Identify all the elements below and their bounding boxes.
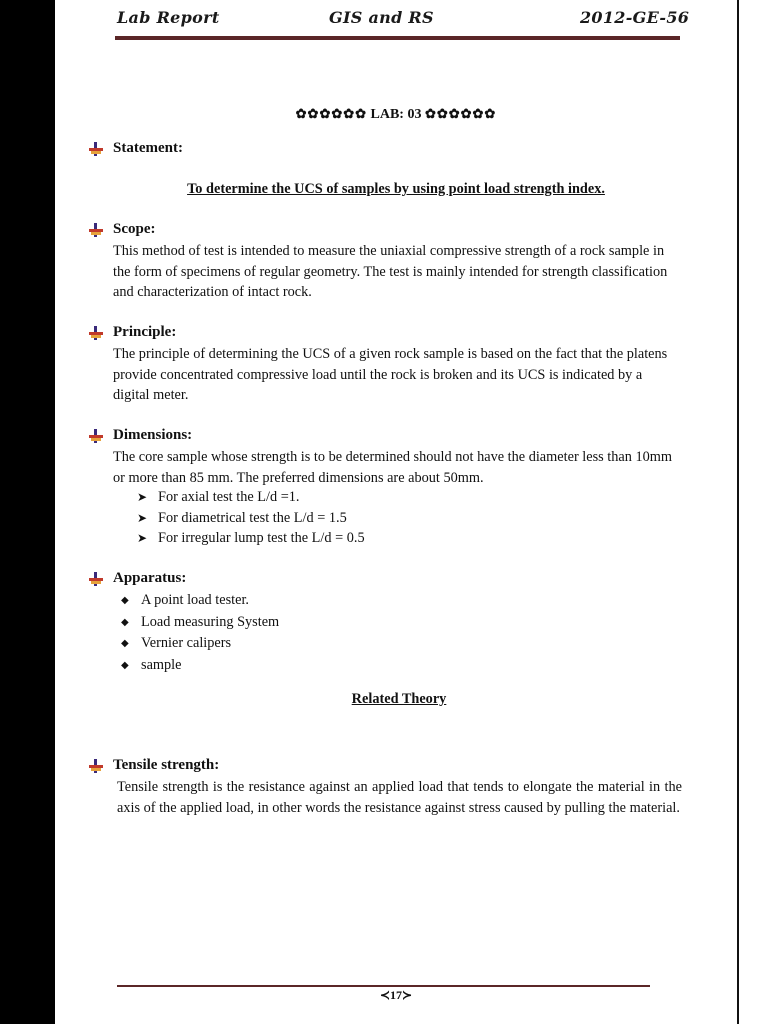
- cross-bullet-icon: [89, 223, 103, 237]
- header-center: GIS and RS: [329, 8, 434, 27]
- arrow-bullet-icon: ➤: [137, 510, 148, 525]
- page-number: ≺17≻: [379, 988, 413, 1002]
- tensile-heading: [89, 757, 219, 774]
- tensile-heading-label: Tensile strength:: [113, 757, 220, 773]
- list-item: ➤ For irregular lump test the L/d = 0.5: [137, 528, 365, 549]
- arrow-bullet-icon: ➤: [137, 490, 148, 504]
- page-edge: [737, 0, 768, 1024]
- principle-heading: [89, 324, 176, 341]
- scope-heading: [89, 221, 156, 238]
- dimensions-text: The core sample whose strength is to be determined should not have the diameter less than 10mm or more than 85 mm. The preferred dimensions are about 50mm.: [113, 449, 673, 486]
- cross-bullet-icon: [89, 759, 103, 773]
- apparatus-list: [121, 590, 279, 676]
- statement-heading: [89, 140, 183, 157]
- document-page: [55, 0, 737, 1024]
- cross-bullet-icon: [89, 572, 103, 586]
- principle-text: The principle of determining the UCS of a given rock sample is based on the fact that the platens provide concentrated compressive load until the rock is broken and its UCS is indicated by a digital meter.: [113, 346, 668, 404]
- scope-text: This method of test is intended to measure the uniaxial compressive strength of a rock sample in the form of specimens of regular geometry. The test is mainly intended for strength classification and characterization of intact rock.: [113, 243, 668, 301]
- diamond-bullet-icon: ◆: [121, 616, 129, 628]
- cross-bullet-icon: [89, 326, 103, 340]
- arrow-bullet-icon: ➤: [137, 531, 148, 545]
- list-item: ◆ Vernier calipers: [121, 633, 279, 655]
- list-item: ◆ A point load tester.: [121, 590, 279, 612]
- dimensions-heading: [89, 427, 192, 444]
- list-item: ◆ Load measuring System: [121, 612, 279, 634]
- list-item: ➤ For axial test the L/d =1.: [137, 487, 365, 508]
- header-right: 2012-GE-56: [580, 8, 690, 27]
- diamond-bullet-icon: ◆: [121, 595, 129, 606]
- cross-bullet-icon: [89, 142, 103, 156]
- scope-heading-label: Scope:: [113, 221, 156, 237]
- apparatus-heading-label: Apparatus:: [113, 570, 187, 586]
- footer-rule: [117, 985, 650, 987]
- apparatus-heading: [89, 570, 186, 587]
- lab-title-text: LAB: 03: [370, 107, 422, 122]
- list-item: ➤ For diametrical test the L/d = 1.5: [137, 508, 365, 529]
- tensile-text: Tensile strength is the resistance against an applied load that tends to elongate the material in the axis of the applied load, in other words the resistance against stress caused by pulling the material.: [117, 779, 682, 816]
- cross-bullet-icon: [89, 429, 103, 443]
- list-item: ◆ sample: [121, 655, 279, 677]
- header-left: Lab Report: [117, 8, 220, 27]
- stars-left: ✿✿✿✿✿✿: [295, 106, 368, 121]
- diamond-bullet-icon: ◆: [121, 638, 129, 649]
- principle-heading-label: Principle:: [113, 324, 177, 340]
- header-rule: [115, 36, 680, 40]
- statement-text: To determine the UCS of samples by using point load strength index.: [187, 181, 605, 197]
- statement-heading-label: Statement:: [113, 140, 183, 156]
- dimensions-heading-label: Dimensions:: [113, 427, 193, 443]
- dimensions-list: [137, 487, 365, 549]
- stars-right: ✿✿✿✿✿✿: [424, 106, 497, 121]
- diamond-bullet-icon: ◆: [121, 659, 129, 671]
- lab-title: [55, 106, 737, 123]
- related-theory-title: Related Theory: [351, 691, 447, 707]
